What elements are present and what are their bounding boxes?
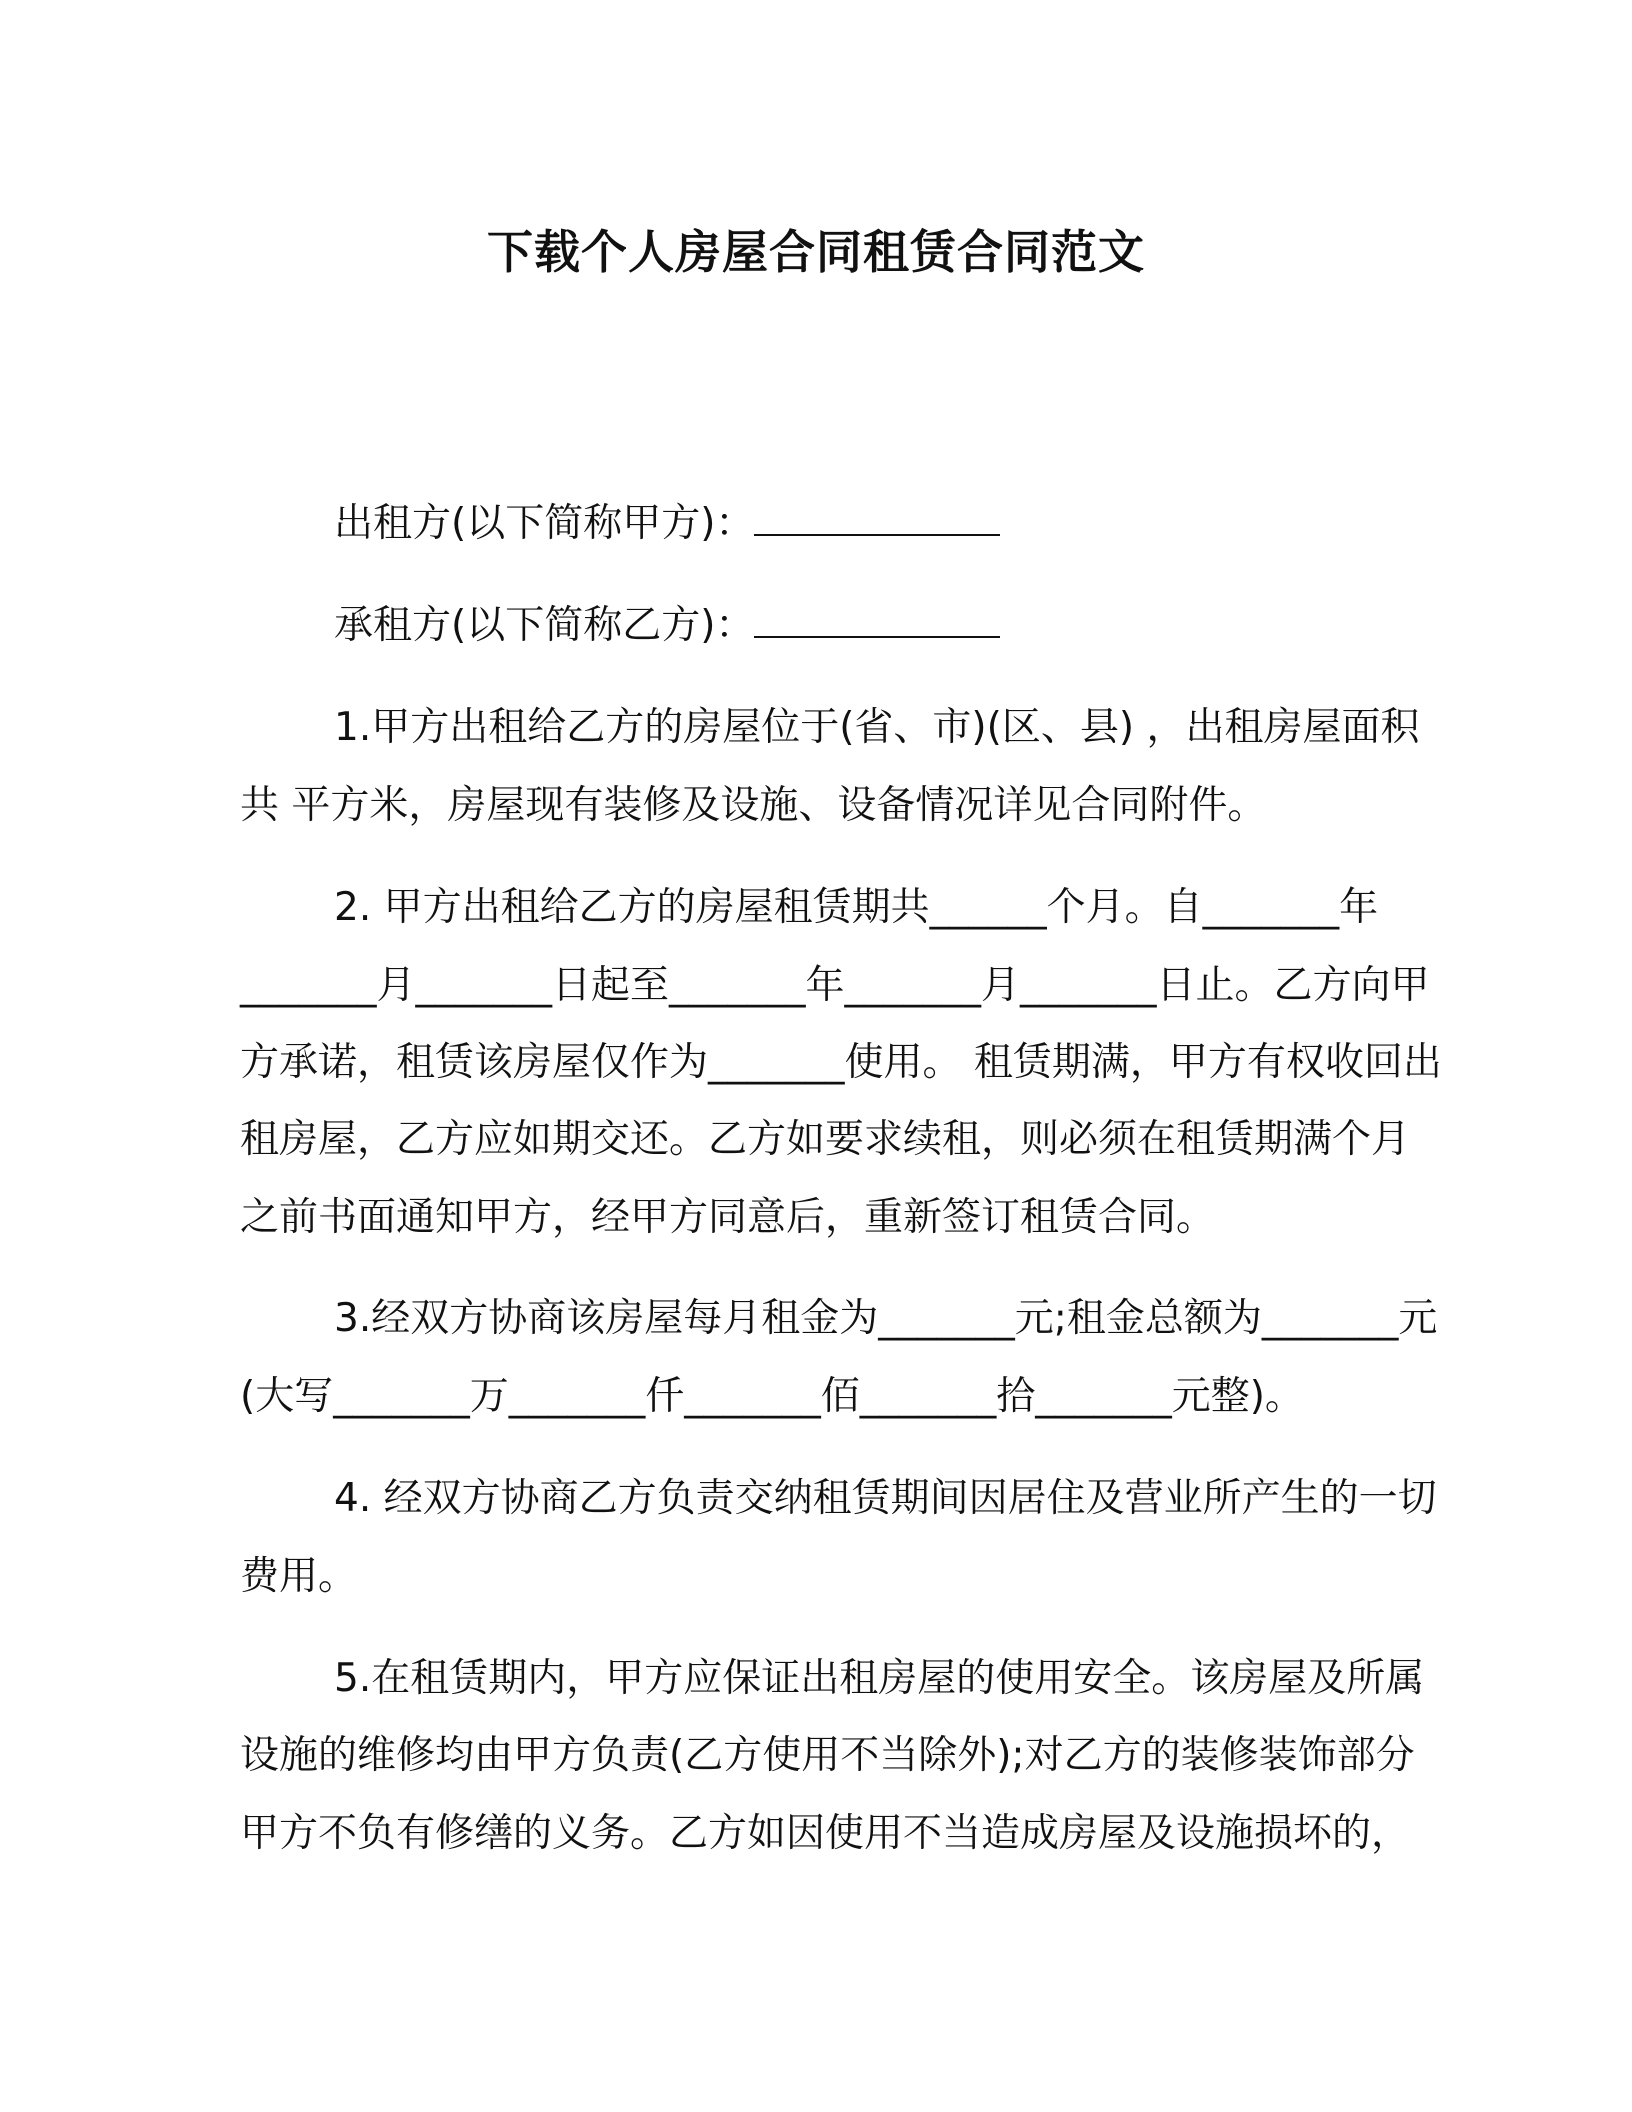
clause-2-line-5: 之前书面通知甲方，经甲方同意后，重新签订租赁合同。 — [240, 1195, 1216, 1240]
clause-2-line-4: 租房屋，乙方应如期交还。乙方如要求续租，则必须在租赁期满个月 — [240, 1117, 1411, 1162]
clause-4-line-2: 费用。 — [240, 1554, 358, 1599]
lessee-label: 承租方(以下简称乙方)： — [334, 603, 755, 648]
clause-2-line-2: _______月_______日起至_______年_______月_______日止。乙方向甲 — [240, 963, 1430, 1008]
lessee-blank — [754, 598, 1000, 638]
clause-2-line-3: 方承诺，租赁该房屋仅作为_______使用。 租赁期满，甲方有权收回出 — [240, 1040, 1442, 1085]
clause-4-line-1: 4. 经双方协商乙方负责交纳租赁期间因居住及营业所产生的一切 — [334, 1476, 1437, 1521]
clause-3-line-2: (大写_______万_______仟_______佰_______拾_______元整)。 — [240, 1374, 1304, 1419]
clause-5-line-2: 设施的维修均由甲方负责(乙方使用不当除外);对乙方的装修装饰部分 — [240, 1733, 1415, 1778]
lessor-line — [334, 496, 1000, 550]
lessor-blank — [754, 496, 1000, 536]
clause-3-line-1: 3.经双方协商该房屋每月租金为_______元;租金总额为_______元 — [334, 1296, 1438, 1341]
lessee-line — [334, 598, 1000, 652]
clause-5-line-3: 甲方不负有修缮的义务。乙方如因使用不当造成房屋及设施损坏的， — [240, 1811, 1411, 1856]
lessor-label: 出租方(以下简称甲方)： — [334, 501, 755, 546]
document-title: 下载个人房屋合同租赁合同范文 — [487, 225, 1145, 279]
clause-1-line-1: 1.甲方出租给乙方的房屋位于(省、市)(区、县) ，出租房屋面积 — [334, 705, 1420, 750]
clause-2-line-1: 2. 甲方出租给乙方的房屋租赁期共______个月。自_______年 — [334, 885, 1379, 930]
clause-5-line-1: 5.在租赁期内，甲方应保证出租房屋的使用安全。该房屋及所属 — [334, 1656, 1425, 1701]
clause-1-line-2: 共 平方米，房屋现有装修及设施、设备情况详见合同附件。 — [240, 783, 1267, 828]
